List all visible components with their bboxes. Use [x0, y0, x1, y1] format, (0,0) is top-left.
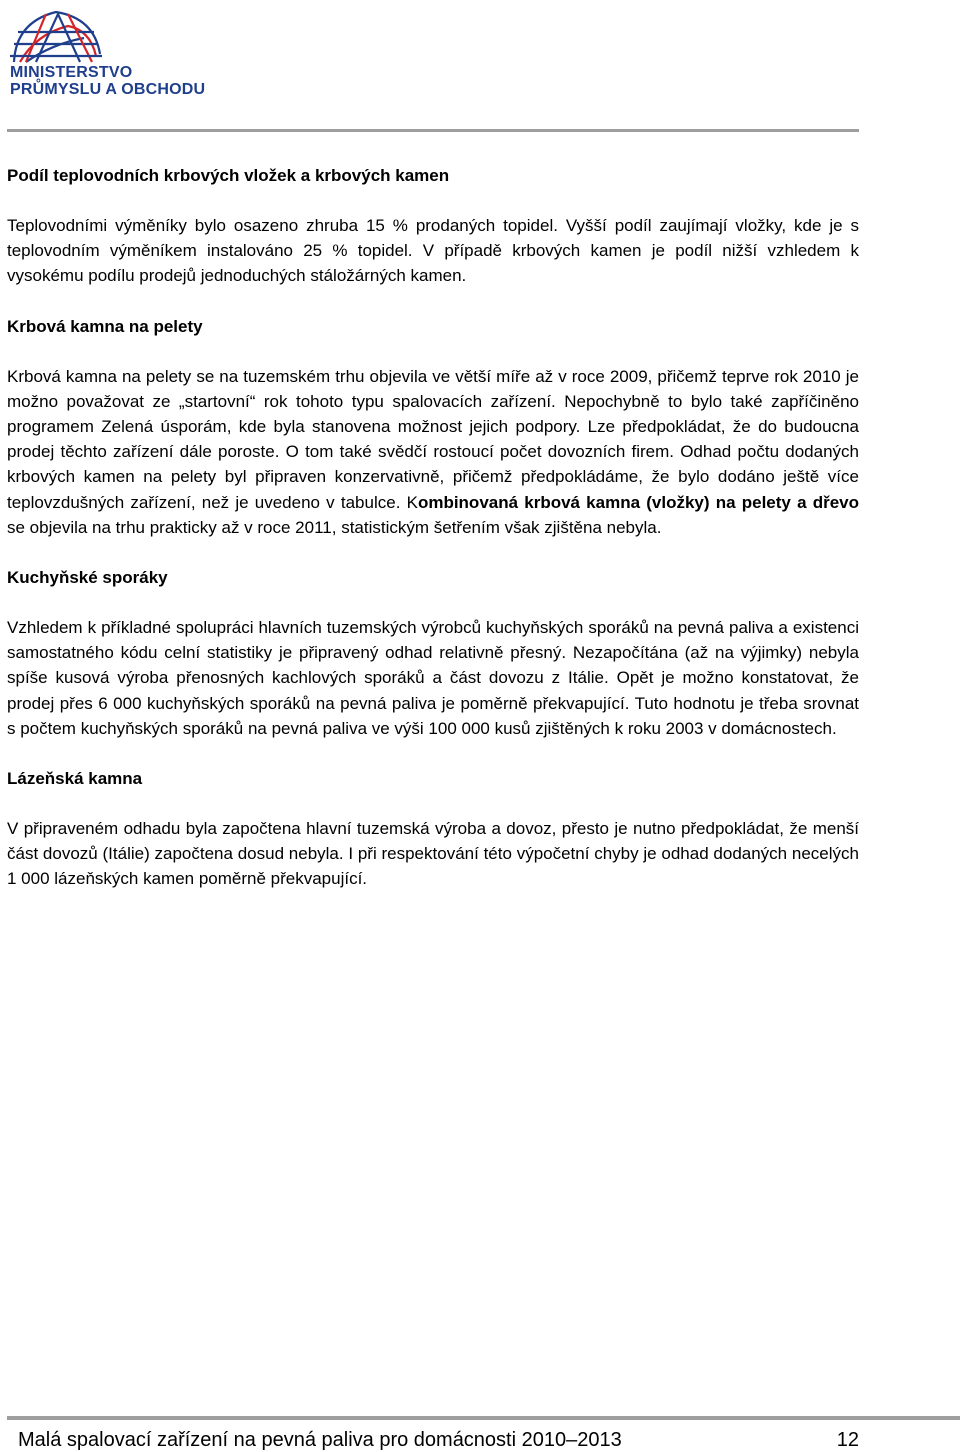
globe-logo-icon — [6, 4, 106, 64]
footer-title: Malá spalovací zařízení na pevná paliva pro domácnosti 2010–2013 — [18, 1429, 622, 1451]
paragraph-bold-text: ombinovaná krbová kamna (vložky) na pelety a dřevo — [417, 492, 859, 512]
logo-line-ministry: MINISTERSTVO — [10, 64, 133, 81]
logo-text — [10, 64, 205, 98]
section-heading-pelety: Krbová kamna na pelety — [7, 316, 203, 336]
document-body — [7, 163, 859, 892]
section-heading-lazenska: Lázeňská kamna — [7, 769, 143, 789]
footer-divider — [7, 1416, 960, 1420]
section-heading-podil: Podíl teplovodních krbových vložek a krbových kamen — [7, 166, 450, 185]
header-divider — [7, 129, 859, 132]
section-paragraph-sporaky: Vzhledem k příkladné spolupráci hlavních tuzemských výrobců kuchyňských sporáků na pevná paliva a existenci samostatného kódu celní statistiky je připravený odhad relativně přesný. Nezapočítána (až na výjimky) nebyla spíše kusová výroba přenosných kachlových sporáků a část dovozu z Itálie. Opět je možno konstatovat, že prodej přes 6 000 kuchyňských sporáků na pevná paliva je poměrně překvapující. Tuto hodnotu je třeba srovnat s počtem kuchyňských sporáků na pevná paliva ve výši 100 000 kusů zjištěných k roku 2003 v domácnostech. — [7, 618, 859, 738]
paragraph-text-start: Krbová kamna na pelety se na tuzemském trhu objevila ve větší míře až v roce 2009, přičemž teprve rok 2010 je možno považovat ze „startovní“ rok tohoto typu spalovacích zařízení. Nepochybně to bylo také zapříčiněno programem Zelená úsporám, kde byla stanovena možnost jejich podpory. Lze předpokládat, že do budoucna prodej těchto zařízení dále poroste. O tom také svědčí rostoucí počet dovozních firem. Odhad počtu dodaných krbových kamen na pelety byl připraven konzervativně, přičemž předpokládáme, že bylo dodáno ještě více teplovzdušných zařízení, než je uvedeno v tabulce. K — [7, 366, 859, 512]
section-paragraph-podil: Teplovodními výměníky bylo osazeno zhruba 15 % prodaných topidel. Vyšší podíl zaujímají vložky, kde je s teplovodním výměníkem instalováno 25 % topidel. V případě krbových kamen je podíl nižší vzhledem k vysokému podílu prodejů jednoduchých stáložárných kamen. — [7, 216, 859, 286]
section-paragraph-pelety — [7, 364, 859, 540]
section-heading-sporaky: Kuchyňské sporáky — [7, 568, 168, 588]
page-number: 12 — [836, 1429, 859, 1451]
paragraph-text-end: se objevila na trhu prakticky až v roce 2011, statistickým šetřením však zjištěna nebyla. — [7, 517, 662, 537]
logo-line-department: PRŮMYSLU A OBCHODU — [10, 81, 206, 98]
ministry-logo — [6, 4, 206, 98]
section-paragraph-lazenska: V připraveném odhadu byla započtena hlavní tuzemská výroba a dovoz, přesto je nutno předpokládat, že menší část dovozů (Itálie) započtena dosud nebyla. I při respektování této výpočetní chyby je odhad dodaných necelých 1 000 lázeňských kamen poměrně překvapující. — [7, 819, 859, 889]
